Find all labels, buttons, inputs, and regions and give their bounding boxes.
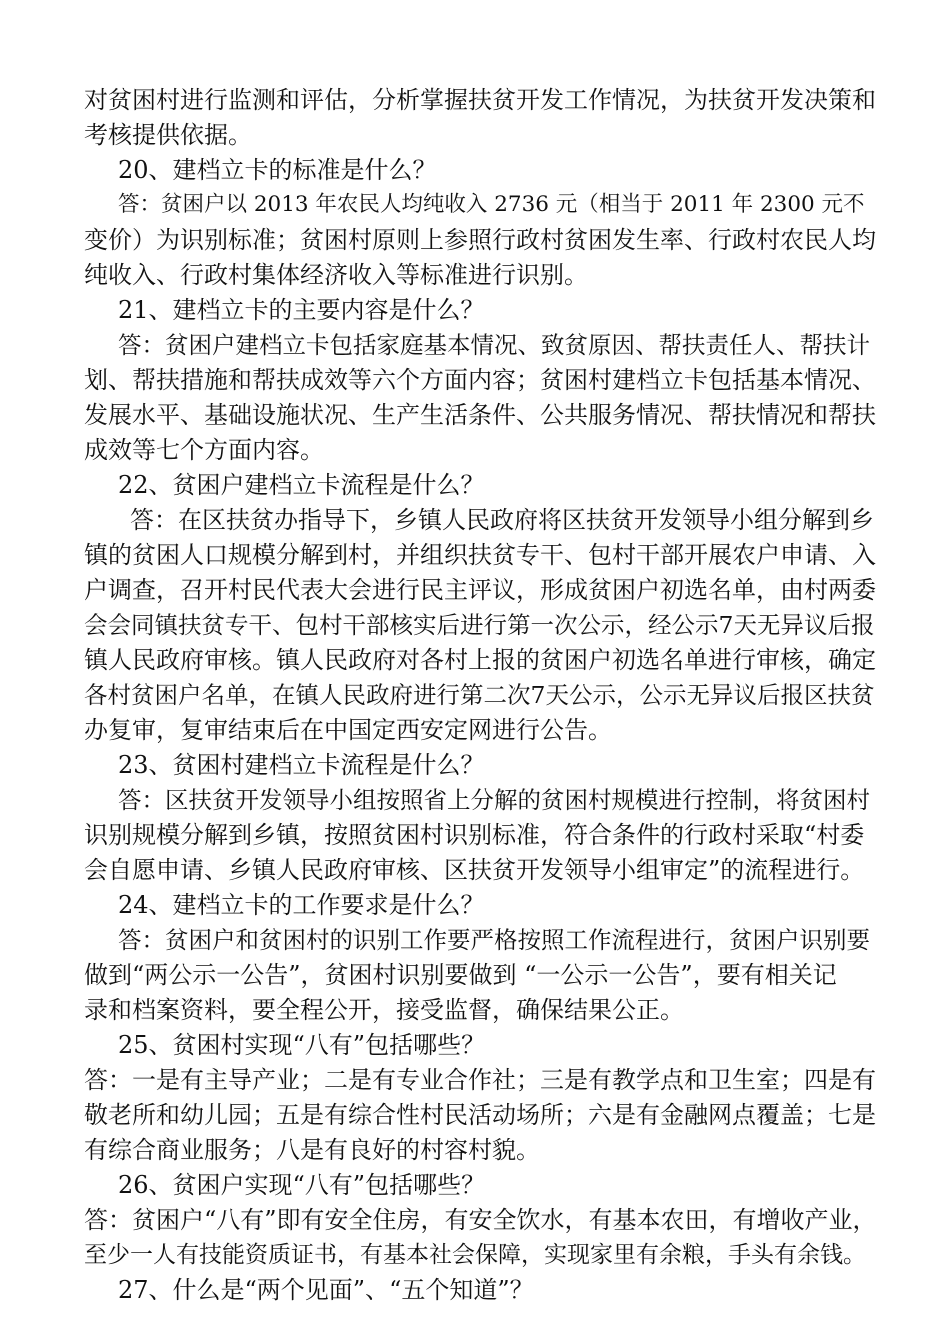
text-line: 做到“两公示一公告”，贫困村识别要做到 “一公示一公告”，要有相关记 [84, 961, 837, 989]
answer-line: 答：贫困户以 2013 年农民人均纯收入 2736 元（相当于 2011 年 2300 元不 [118, 192, 865, 217]
text-line: 录和档案资料，要全程公开，接受监督，确保结果公正。 [84, 996, 684, 1024]
question-heading: 22、贫困户建档立卡流程是什么？ [118, 471, 485, 499]
question-heading: 21、建档立卡的主要内容是什么？ [118, 296, 485, 324]
text-line: 各村贫困户名单，在镇人民政府进行第二次7天公示，公示无异议后报区扶贫 [84, 681, 875, 709]
text-line: 对贫困村进行监测和评估，分析掌握扶贫开发工作情况，为扶贫开发决策和 [84, 86, 876, 114]
text-line: 变价）为识别标准；贫困村原则上参照行政村贫困发生率、行政村农民人均 [84, 226, 876, 254]
answer-line: 答：贫困户和贫困村的识别工作要严格按照工作流程进行，贫困户识别要 [118, 926, 870, 954]
question-heading: 23、贫困村建档立卡流程是什么？ [118, 751, 485, 779]
question-heading: 25、贫困村实现“八有”包括哪些？ [118, 1031, 486, 1059]
text-line: 发展水平、基础设施状况、生产生活条件、公共服务情况、帮扶情况和帮扶 [84, 401, 876, 429]
text-line: 镇的贫困人口规模分解到村，并组织扶贫专干、包村干部开展农户申请、入 [84, 541, 876, 569]
text-line: 成效等七个方面内容。 [84, 436, 324, 464]
answer-line: 答：贫困户“八有”即有安全住房，有安全饮水，有基本农田，有增收产业， [84, 1206, 877, 1234]
text-line: 纯收入、行政村集体经济收入等标准进行识别。 [84, 261, 588, 289]
text-line: 镇人民政府审核。镇人民政府对各村上报的贫困户初选名单进行审核，确定 [84, 646, 876, 674]
text-line: 户调查，召开村民代表大会进行民主评议，形成贫困户初选名单，由村两委 [84, 576, 876, 604]
text-line: 会会同镇扶贫专干、包村干部核实后进行第一次公示，经公示7天无异议后报 [84, 611, 875, 639]
text-line: 敬老所和幼儿园；五是有综合性村民活动场所；六是有金融网点覆盖；七是 [84, 1101, 876, 1129]
answer-line: 答：区扶贫开发领导小组按照省上分解的贫困村规模进行控制，将贫困村 [118, 786, 870, 814]
text-line: 划、帮扶措施和帮扶成效等六个方面内容；贫困村建档立卡包括基本情况、 [84, 366, 876, 394]
question-heading: 20、建档立卡的标准是什么？ [118, 156, 437, 184]
answer-line: 答：贫困户建档立卡包括家庭基本情况、致贫原因、帮扶责任人、帮扶计 [118, 331, 870, 359]
text-line: 会自愿申请、乡镇人民政府审核、区扶贫开发领导小组审定”的流程进行。 [84, 856, 865, 884]
answer-line: 答：一是有主导产业；二是有专业合作社；三是有教学点和卫生室；四是有 [84, 1066, 876, 1094]
question-heading: 27、什么是“两个见面”、“五个知道”？ [118, 1276, 534, 1304]
text-line: 办复审，复审结束后在中国定西安定网进行公告。 [84, 716, 612, 744]
question-heading: 24、建档立卡的工作要求是什么？ [118, 891, 485, 919]
text-line: 至少一人有技能资质证书，有基本社会保障，实现家里有余粮，手头有余钱。 [84, 1242, 866, 1268]
text-line: 有综合商业服务；八是有良好的村容村貌。 [84, 1136, 540, 1164]
text-line: 识别规模分解到乡镇，按照贫困村识别标准，符合条件的行政村采取“村委 [84, 821, 865, 849]
question-heading: 26、贫困户实现“八有”包括哪些？ [118, 1171, 486, 1199]
answer-line: 答：在区扶贫办指导下，乡镇人民政府将区扶贫开发领导小组分解到乡 [130, 506, 874, 534]
text-line: 考核提供依据。 [84, 121, 252, 149]
